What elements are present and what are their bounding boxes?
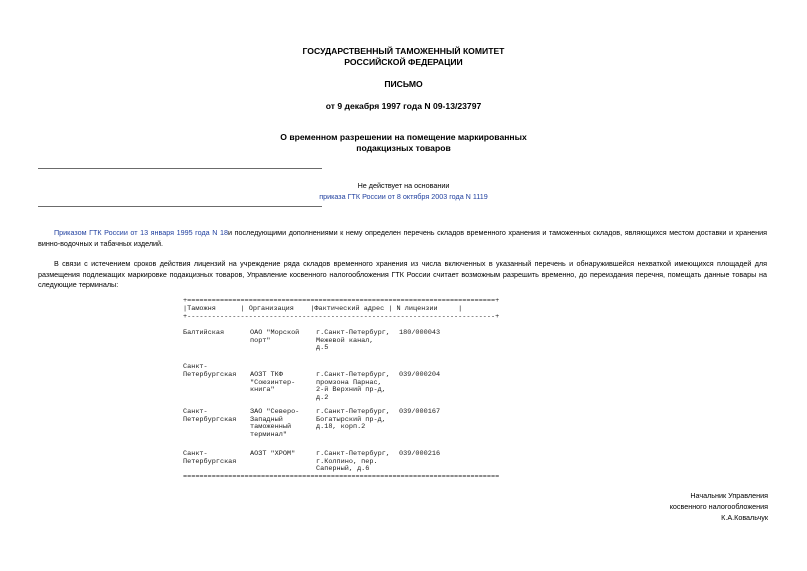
status-order-link[interactable]: приказа ГТК России от 8 октября 2003 года N 1119 xyxy=(319,192,488,201)
table-cell-license: 180/000043 xyxy=(399,329,441,337)
table-cell-license: 039/000167 xyxy=(399,408,441,416)
table-cell-org: ЗАО "Северо- Западный таможенный терминал" xyxy=(250,408,300,440)
paragraph-2: В связи с истечением сроков действия лицензий на учреждение ряда складов временного хранения из числа включенных в указанный перечень и обнаружившейся нехваткой имеющихся площадей для размещения подлежащих маркировке подакцизных товаров, Управление косвенного налогообложения ГТК России считает возможным разрешить временно, до переиздания перечня, помещать данные товары на следующие терминалы: xyxy=(38,259,767,290)
status-link-wrap xyxy=(0,191,807,202)
document-date: от 9 декабря 1997 года N 09-13/23797 xyxy=(325,101,482,111)
divider-bottom xyxy=(38,206,322,207)
order-link[interactable]: Приказом ГТК России от 13 января 1995 года N 18 xyxy=(54,228,228,237)
table-cell-address: г.Санкт-Петербург, Богатырский пр-д, д.18, корп.2 xyxy=(316,408,390,432)
document-type: ПИСЬМО xyxy=(384,79,423,89)
signature-position: Начальник Управления xyxy=(690,491,768,500)
table-cell-license: 039/000204 xyxy=(399,371,441,379)
table-cell-org: АОЗТ "ХРОМ" xyxy=(250,450,296,458)
status-text: Не действует на основании xyxy=(357,181,450,190)
table-header-row: |Таможня | Организация |Фактический адрес | N лицензии | xyxy=(183,305,463,313)
table-cell-org: ОАО "Морской порт" xyxy=(250,329,300,345)
paragraph-1-text: и последующими дополнениями к нему определен перечень складов временного хранения и таможенных складов, являющихся местом доставки и хранения винно-водочных и табачных изделий. xyxy=(38,228,767,248)
divider-top xyxy=(38,168,322,169)
document-title-line-2: подакцизных товаров xyxy=(356,143,451,153)
paragraph-1 xyxy=(38,228,767,249)
table-cell-customs: Санкт- Петербургская xyxy=(183,363,237,379)
issuer-line-1: ГОСУДАРСТВЕННЫЙ ТАМОЖЕННЫЙ КОМИТЕТ xyxy=(302,46,505,56)
signature-name: К.А.Ковальчук xyxy=(721,513,768,522)
table-cell-address: г.Санкт-Петербург, Межевой канал, д.5 xyxy=(316,329,390,353)
table-cell-license: 039/000216 xyxy=(399,450,441,458)
table-cell-customs: Санкт- Петербургская xyxy=(183,450,237,466)
document-title-line-1: О временном разрешении на помещение маркированных xyxy=(280,132,527,142)
issuer-line-2: РОССИЙСКОЙ ФЕДЕРАЦИИ xyxy=(344,57,463,67)
table-cell-customs: Санкт- Петербургская xyxy=(183,408,237,424)
table-cell-customs: Балтийская xyxy=(183,329,225,337)
table-border-mid: +---------------------------------------------------------------------------+ xyxy=(183,313,500,321)
table-border-top: +===========================================================================+ xyxy=(183,297,500,305)
table-cell-address: г.Санкт-Петербург, промзона Парнас, 2-й Верхний пр-д, д.2 xyxy=(316,371,390,403)
table-cell-address: г.Санкт-Петербург, г.Колпино, пер. Саперный, д.6 xyxy=(316,450,390,474)
table-border-bottom: ============================================================================= xyxy=(183,473,500,481)
signature-department: косвенного налогообложения xyxy=(669,502,768,511)
table-cell-org: АОЗТ ТКФ "Союзинтер- книга" xyxy=(250,371,296,395)
